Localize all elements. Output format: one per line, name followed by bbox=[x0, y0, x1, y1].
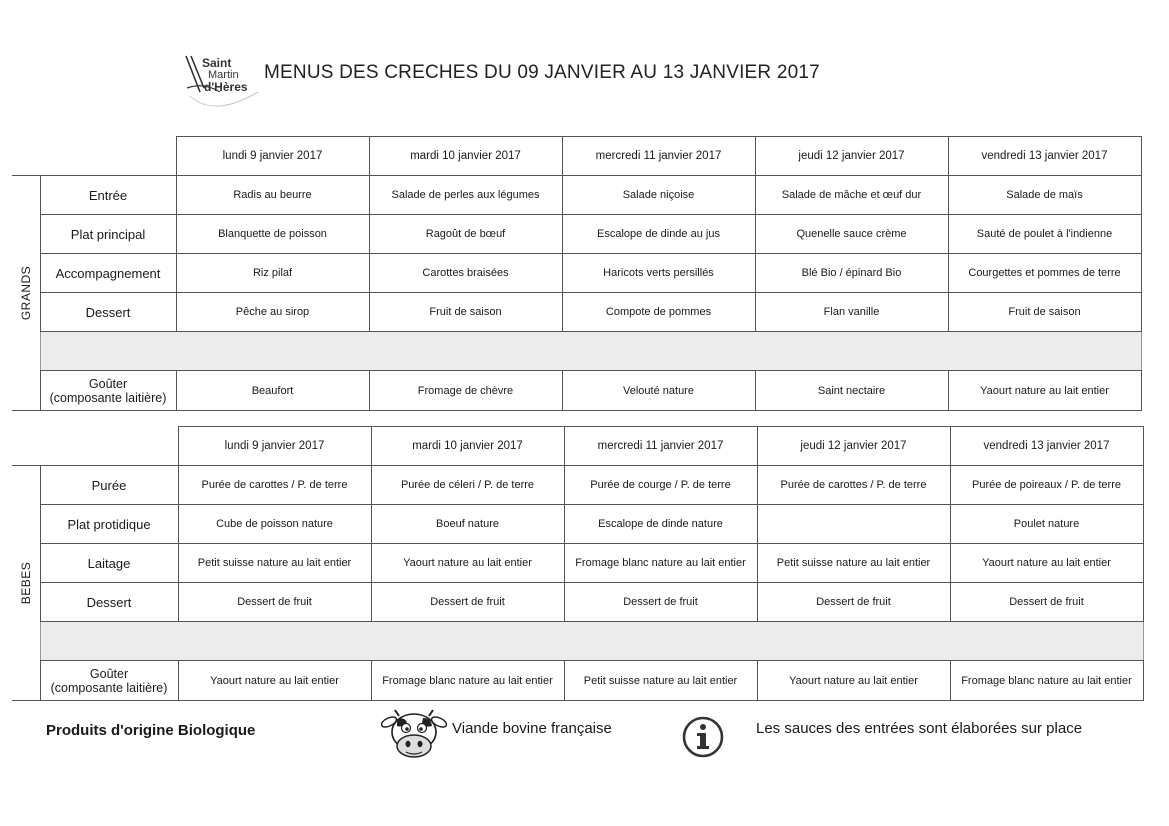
cow-icon bbox=[377, 708, 451, 764]
menu-cell: Poulet nature bbox=[950, 505, 1143, 544]
table-row bbox=[12, 583, 1143, 622]
menu-cell: Dessert de fruit bbox=[371, 583, 564, 622]
menu-cell: Fromage blanc nature au lait entier bbox=[950, 661, 1143, 701]
menu-cell: Purée de poireaux / P. de terre bbox=[950, 466, 1143, 505]
row-category: Laitage bbox=[40, 544, 178, 583]
menu-cell: Boeuf nature bbox=[371, 505, 564, 544]
menu-cell: Salade de mâche et œuf dur bbox=[755, 176, 948, 215]
menu-cell: Pêche au sirop bbox=[176, 293, 369, 332]
table-row bbox=[12, 466, 1143, 505]
menu-cell: Petit suisse nature au lait entier bbox=[178, 544, 371, 583]
menu-cell: Blé Bio / épinard Bio bbox=[755, 254, 948, 293]
menu-cell: Fromage blanc nature au lait entier bbox=[564, 544, 757, 583]
menu-cell: Petit suisse nature au lait entier bbox=[757, 544, 950, 583]
menu-cell: Yaourt nature au lait entier bbox=[950, 544, 1143, 583]
separator-row bbox=[12, 332, 1141, 371]
day-header: lundi 9 janvier 2017 bbox=[178, 427, 371, 466]
menu-cell: Fromage blanc nature au lait entier bbox=[371, 661, 564, 701]
logo-line-1: Saint bbox=[202, 56, 232, 70]
menu-cell: Dessert de fruit bbox=[564, 583, 757, 622]
menu-cell: Dessert de fruit bbox=[757, 583, 950, 622]
bio-legend: Produits d'origine Biologique bbox=[46, 722, 256, 739]
legend-footer bbox=[0, 700, 1169, 770]
menu-cell: Purée de carottes / P. de terre bbox=[178, 466, 371, 505]
bebes-side-cell bbox=[12, 466, 40, 701]
row-category: Accompagnement bbox=[40, 254, 176, 293]
menu-cell: Salade de perles aux légumes bbox=[369, 176, 562, 215]
gouter-label: Goûter bbox=[89, 666, 129, 681]
row-category: Purée bbox=[40, 466, 178, 505]
table-header-row bbox=[12, 137, 1141, 176]
day-header: lundi 9 janvier 2017 bbox=[176, 137, 369, 176]
menu-cell: Salade de maïs bbox=[948, 176, 1141, 215]
sauces-legend: Les sauces des entrées sont élaborées sur place bbox=[756, 720, 1083, 737]
gouter-label: Goûter bbox=[88, 376, 128, 391]
day-header: jeudi 12 janvier 2017 bbox=[755, 137, 948, 176]
menu-cell: Quenelle sauce crème bbox=[755, 215, 948, 254]
day-header: vendredi 13 janvier 2017 bbox=[948, 137, 1141, 176]
row-category: Dessert bbox=[40, 293, 176, 332]
menu-cell: Purée de céleri / P. de terre bbox=[371, 466, 564, 505]
menu-cell: Radis au beurre bbox=[176, 176, 369, 215]
table-row bbox=[12, 371, 1141, 411]
menu-cell: Riz pilaf bbox=[176, 254, 369, 293]
row-category: Dessert bbox=[40, 583, 178, 622]
table-row bbox=[12, 176, 1141, 215]
menu-cell: Fruit de saison bbox=[948, 293, 1141, 332]
logo-line-3: d'Hères bbox=[204, 80, 248, 94]
header-spacer bbox=[12, 427, 178, 466]
row-category: Plat protidique bbox=[40, 505, 178, 544]
menu-cell: Petit suisse nature au lait entier bbox=[564, 661, 757, 701]
menu-cell: Blanquette de poisson bbox=[176, 215, 369, 254]
menu-cell: Flan vanille bbox=[755, 293, 948, 332]
menu-cell: Yaourt nature au lait entier bbox=[371, 544, 564, 583]
menu-cell: Dessert de fruit bbox=[178, 583, 371, 622]
bebes-label: BEBES bbox=[18, 561, 33, 605]
menu-cell: Fruit de saison bbox=[369, 293, 562, 332]
menu-cell: Compote de pommes bbox=[562, 293, 755, 332]
page-title: MENUS DES CRECHES DU 09 JANVIER AU 13 JANVIER 2017 bbox=[264, 62, 820, 83]
gouter-sublabel: (composante laitière) bbox=[50, 680, 168, 695]
menu-cell: Yaourt nature au lait entier bbox=[948, 371, 1141, 411]
day-header: mardi 10 janvier 2017 bbox=[371, 427, 564, 466]
bebes-menu-table bbox=[12, 426, 1144, 701]
table-header-row bbox=[12, 427, 1143, 466]
separator-row bbox=[12, 622, 1143, 661]
day-header: mercredi 11 janvier 2017 bbox=[562, 137, 755, 176]
separator-band bbox=[40, 622, 1143, 661]
info-icon bbox=[682, 716, 724, 758]
grands-side-cell bbox=[12, 176, 40, 411]
table-row bbox=[12, 215, 1141, 254]
menu-cell: Haricots verts persillés bbox=[562, 254, 755, 293]
menu-cell: Sauté de poulet à l'indienne bbox=[948, 215, 1141, 254]
menu-cell: Carottes braisées bbox=[369, 254, 562, 293]
menu-cell: Yaourt nature au lait entier bbox=[757, 661, 950, 701]
menu-cell: Yaourt nature au lait entier bbox=[178, 661, 371, 701]
menu-cell: Escalope de dinde nature bbox=[564, 505, 757, 544]
day-header: mardi 10 janvier 2017 bbox=[369, 137, 562, 176]
day-header: vendredi 13 janvier 2017 bbox=[950, 427, 1143, 466]
day-header: mercredi 11 janvier 2017 bbox=[564, 427, 757, 466]
menu-cell: Ragoût de bœuf bbox=[369, 215, 562, 254]
menu-cell: Cube de poisson nature bbox=[178, 505, 371, 544]
grands-menu-table bbox=[12, 136, 1142, 411]
grands-label: GRANDS bbox=[18, 265, 33, 321]
menu-cell: Velouté nature bbox=[562, 371, 755, 411]
separator-band bbox=[40, 332, 1141, 371]
menu-cell: Escalope de dinde au jus bbox=[562, 215, 755, 254]
gouter-sublabel: (composante laitière) bbox=[49, 390, 167, 405]
saint-martin-dheres-logo bbox=[184, 52, 260, 108]
menu-cell: Courgettes et pommes de terre bbox=[948, 254, 1141, 293]
row-category: Entrée bbox=[40, 176, 176, 215]
day-header: jeudi 12 janvier 2017 bbox=[757, 427, 950, 466]
menu-cell: Dessert de fruit bbox=[950, 583, 1143, 622]
table-row bbox=[12, 254, 1141, 293]
table-row bbox=[12, 544, 1143, 583]
table-row bbox=[12, 293, 1141, 332]
menu-cell bbox=[757, 505, 950, 544]
menu-cell: Saint nectaire bbox=[755, 371, 948, 411]
gouter-category bbox=[40, 661, 178, 701]
menu-cell: Salade niçoise bbox=[562, 176, 755, 215]
menu-cell: Purée de carottes / P. de terre bbox=[757, 466, 950, 505]
header-spacer bbox=[12, 137, 176, 176]
logo-line-2: Martin bbox=[208, 69, 239, 81]
viande-legend: Viande bovine française bbox=[452, 720, 612, 737]
row-category: Plat principal bbox=[40, 215, 176, 254]
gouter-category bbox=[40, 371, 176, 411]
table-row bbox=[12, 505, 1143, 544]
table-row bbox=[12, 661, 1143, 701]
menu-cell: Fromage de chèvre bbox=[369, 371, 562, 411]
menu-cell: Purée de courge / P. de terre bbox=[564, 466, 757, 505]
menu-cell: Beaufort bbox=[176, 371, 369, 411]
